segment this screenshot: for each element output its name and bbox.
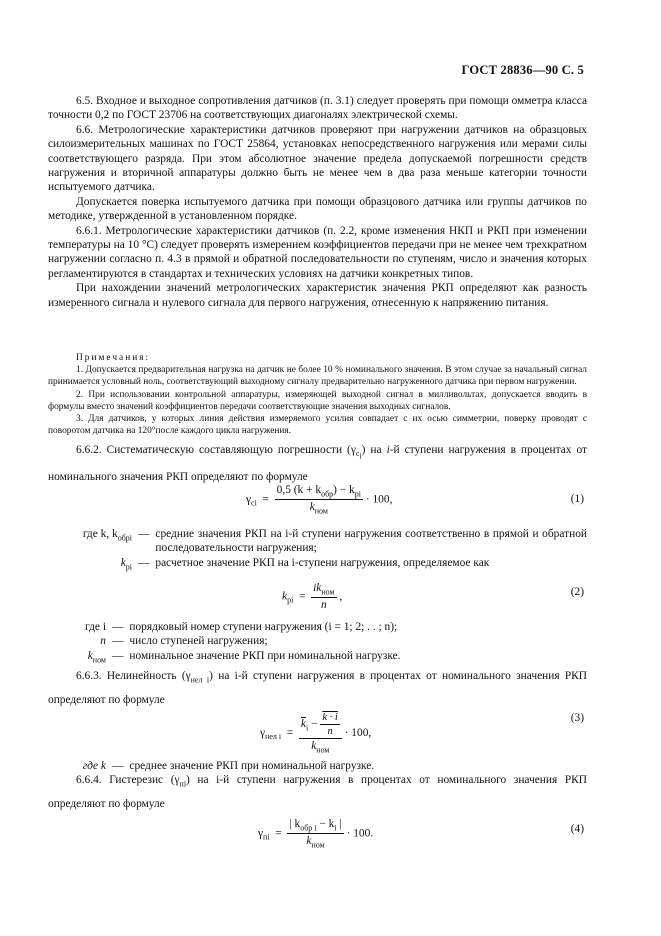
paragraph-6-6-1: 6.6.1. Метрологические характеристики датчиков (п. 2.2, кроме изменения НКП и РКП при изменении температуры на 10 °С) следует проверять измерением коэффициентов передачи при не менее чем трехкратном нагружении согласно п. 4.3 в прямой и обратной последовательности по ступеням, число и значения которых регламентируются в стандартах и технических условиях на датчики конкретных типов.: [48, 224, 587, 280]
formula-4: $\gamma_{пi}$ = $\frac{| k_{обр i} - k_i |}{k_{ном}}$ · 100.: [258, 818, 374, 850]
formula-2-number: (2): [570, 586, 584, 598]
page-header: ГОСТ 28836—90 С. 5: [461, 63, 584, 77]
note-2: 2. При использовании контрольной аппаратуры, измеряющей выходной сигнал в милливольтах, допускается вводить в формулы вместо значений коэффициентов передачи соответствующие значения выходных сигналов.: [48, 389, 587, 412]
paragraph-6-6: 6.6. Метрологические характеристики датчиков проверяют при нагружении датчиков на образцовых силоизмерительных машинах по ГОСТ 25864, установках непосредственного нагружения или мерами силы соответствующего разряда. При этом абсолютное значение предела допускаемой погрешности средств нагружения и вторичной аппаратуры должно быть не менее чем в два раза меньше категории точности испытуемого датчика.: [48, 123, 587, 194]
formula-4-number: (4): [570, 823, 584, 835]
note-1: 1. Допускается предварительная нагрузка на датчик не более 10 % номинального значения. В этом случае за начальный сигнал принимается условный ноль, соответствующий выходному сигналу предварительно нагруженного датчика при первом нагружении.: [48, 365, 587, 388]
definition-row: n — число ступеней нагружения;: [100, 635, 268, 648]
definition-row: $k_{pi}$ — расчетное значение РКП на i-ступени нагружения, определяемое как: [120, 556, 490, 572]
paragraph-6-5: 6.5. Входное и выходное сопротивления датчиков (п. 3.1) следует проверять при помощи омметра класса точности 0,2 по ГОСТ 23706 на соответствующих диагоналях электрической схемы.: [48, 95, 587, 122]
definition-row: где k, $k_{обрi}$ — средние значения РКП на i-й ступени нагружения соответственно в прямой и обратной последовательности нагружения;: [82, 528, 587, 555]
paragraph-permission: Допускается поверка испытуемого датчика при помощи образцового датчика или группы датчиков по методике, утвержденной в установленном порядке.: [48, 195, 587, 223]
note-3: 3. Для датчиков, у которых линия действия измеряемого усилия совпадает с их осью симметрии, поверку проводят с поворотом датчика на 120°после каждого цикла нагружения.: [48, 414, 587, 437]
s662-part2: ) на: [361, 444, 387, 456]
section-6-6-3: 6.6.3. Нелинейность $(\gamma_{нел i})$ на i-й ступени нагружения в процентах от номинального значения РКП определяют по формуле: [48, 670, 587, 707]
definition-row: где i — порядковый номер ступени нагружения (i = 1; 2; . . ; n);: [85, 621, 398, 633]
definition-row: где k — среднее значение РКП при номинальной нагрузке.: [82, 760, 375, 772]
main-text: [48, 94, 587, 310]
section-6-6-4: 6.6.4. Гистерезис $(\gamma_{пi})$ на i-й ступени нагружения в процентах от номинального значения РКП определяют по формуле: [48, 774, 587, 811]
formula-1: $\gamma_{ci}$ = $\frac{0,5 (k + k_{обр}) - k_{pi}}{k_{ном}}$ · 100,: [246, 484, 393, 516]
formula-3: $\gamma_{нел i}$ = $\overline{k}_i$ − $\frac{k \cdot i}{n}$ $k_{ном}$ · 100,: [260, 712, 372, 755]
definition-row: $k_{ном}$ — номинальное значение РКП при номинальной нагрузке.: [87, 649, 401, 665]
notes-title: Примечания:: [76, 353, 151, 363]
section-6-6-2: 6.6.2. Систематическую составляющую погрешности $(\gamma_{c_i})$ на i-й ступени нагружения в процентах от номинального значения РКП определяют по формуле: [48, 444, 588, 483]
notes-block: [48, 352, 587, 437]
formula-2: $k_{pi}$ = $\frac{ik_{ном}}{n}$ ,: [282, 582, 343, 612]
definitions-2: [48, 620, 587, 668]
s662-part1: 6.6.2. Систематическую составляющую погрешности (γ: [76, 444, 356, 456]
paragraph-rkp: При нахождении значений метрологических характеристик значения РКП определяют как разность измеренного сигнала и нулевого сигнала для первого нагружения, отнесенную к напряжению питания.: [48, 282, 587, 309]
definitions-1: [48, 527, 587, 575]
s662-part3: -й ступени нагружения в процентах от номинального значения РКП определяют по формуле: [48, 444, 588, 483]
formula-3-number: (3): [570, 712, 584, 724]
formula-1-number: (1): [570, 493, 584, 505]
